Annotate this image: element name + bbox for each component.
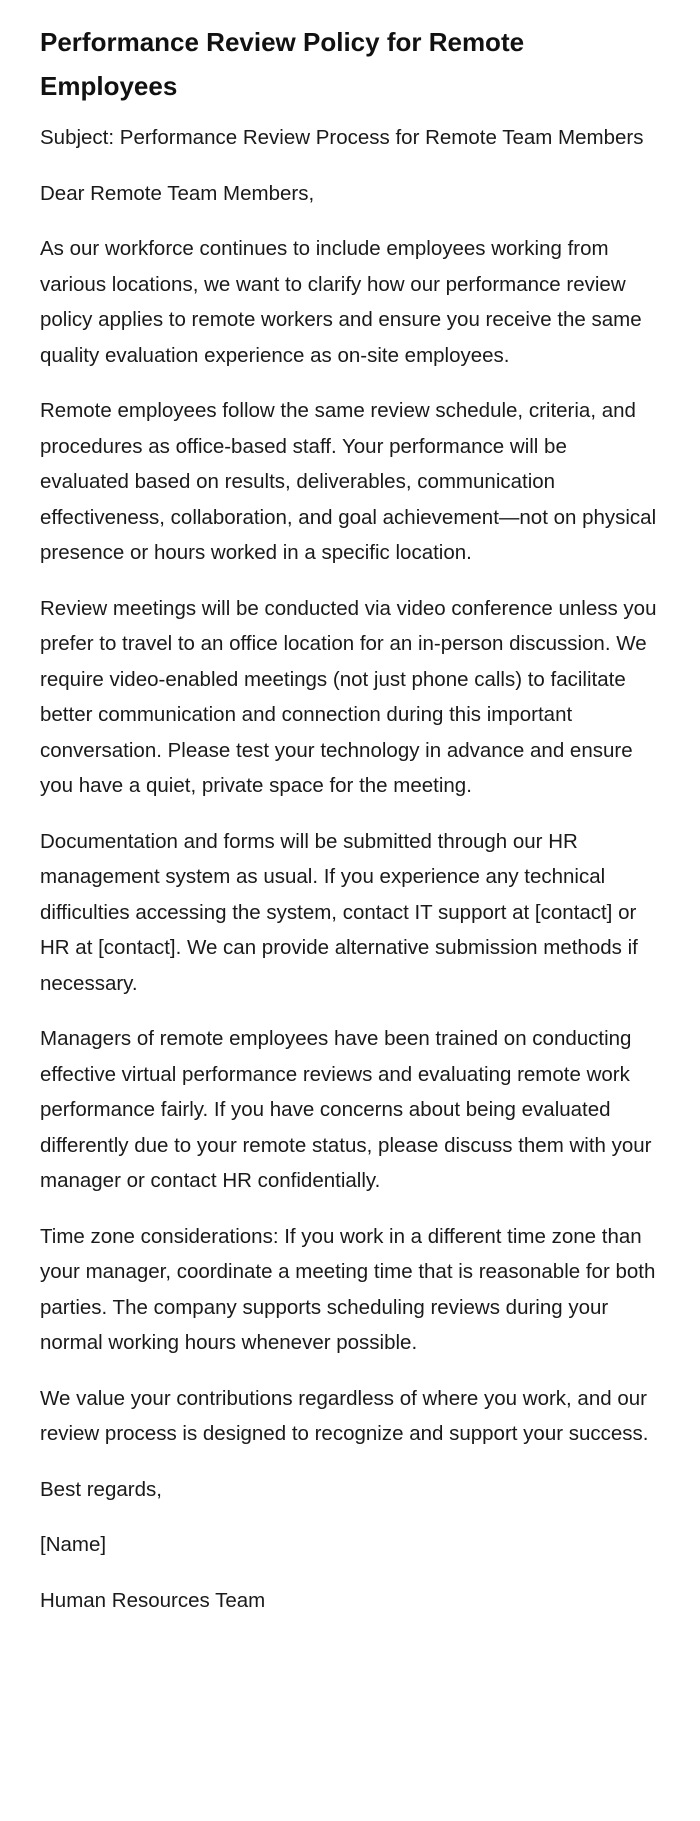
body-paragraph-managers: Managers of remote employees have been trained on conducting effective virtual performance reviews and evaluating remote work performance fairly. If you have concerns about being evaluated differently due to your remote status, please discuss them with your manager or contact HR confidentially. [40,1027,652,1192]
signature-team: Human Resources Team [40,1588,266,1612]
body-paragraph-criteria: Remote employees follow the same review schedule, criteria, and procedures as office-based staff. Your performance will be evaluated based on results, deliverables, communication effectiveness, collaboration, and goal achievement—not on physical presence or hours worked in a specific location. [40,399,657,564]
body-paragraph-time-zones: Time zone considerations: If you work in a different time zone than your manager, coordinate a meeting time that is reasonable for both parties. The company supports scheduling reviews during your normal working hours whenever possible. [40,1224,656,1354]
body-paragraph-intro: As our workforce continues to include employees working from various locations, we want to clarify how our performance review policy applies to remote workers and ensure you receive the same quality evaluation experience as on-site employees. [40,237,642,367]
salutation: Dear Remote Team Members, [40,181,315,205]
body-paragraph-closing-note: We value your contributions regardless of where you work, and our review process is designed to recognize and support your success. [40,1386,649,1445]
signature-name: [Name] [40,1533,107,1556]
page-title: Performance Review Policy for Remote Employees [40,27,525,101]
subject-line: Subject: Performance Review Process for Remote Team Members [40,126,644,149]
body-paragraph-documentation: Documentation and forms will be submitted through our HR management system as usual. If you experience any technical difficulties accessing the system, contact IT support at [contact] or HR at [contact]. We can provide alternative submission methods if necessary. [40,829,638,995]
closing-line: Best regards, [40,1477,162,1501]
body-paragraph-meetings: Review meetings will be conducted via video conference unless you prefer to travel to an office location for an in-person discussion. We require video-enabled meetings (not just phone calls) to facilitate better communication and connection during this important conversation. Please test your technology in advance and ensure you have a quiet, private space for the meeting. [40,596,657,797]
